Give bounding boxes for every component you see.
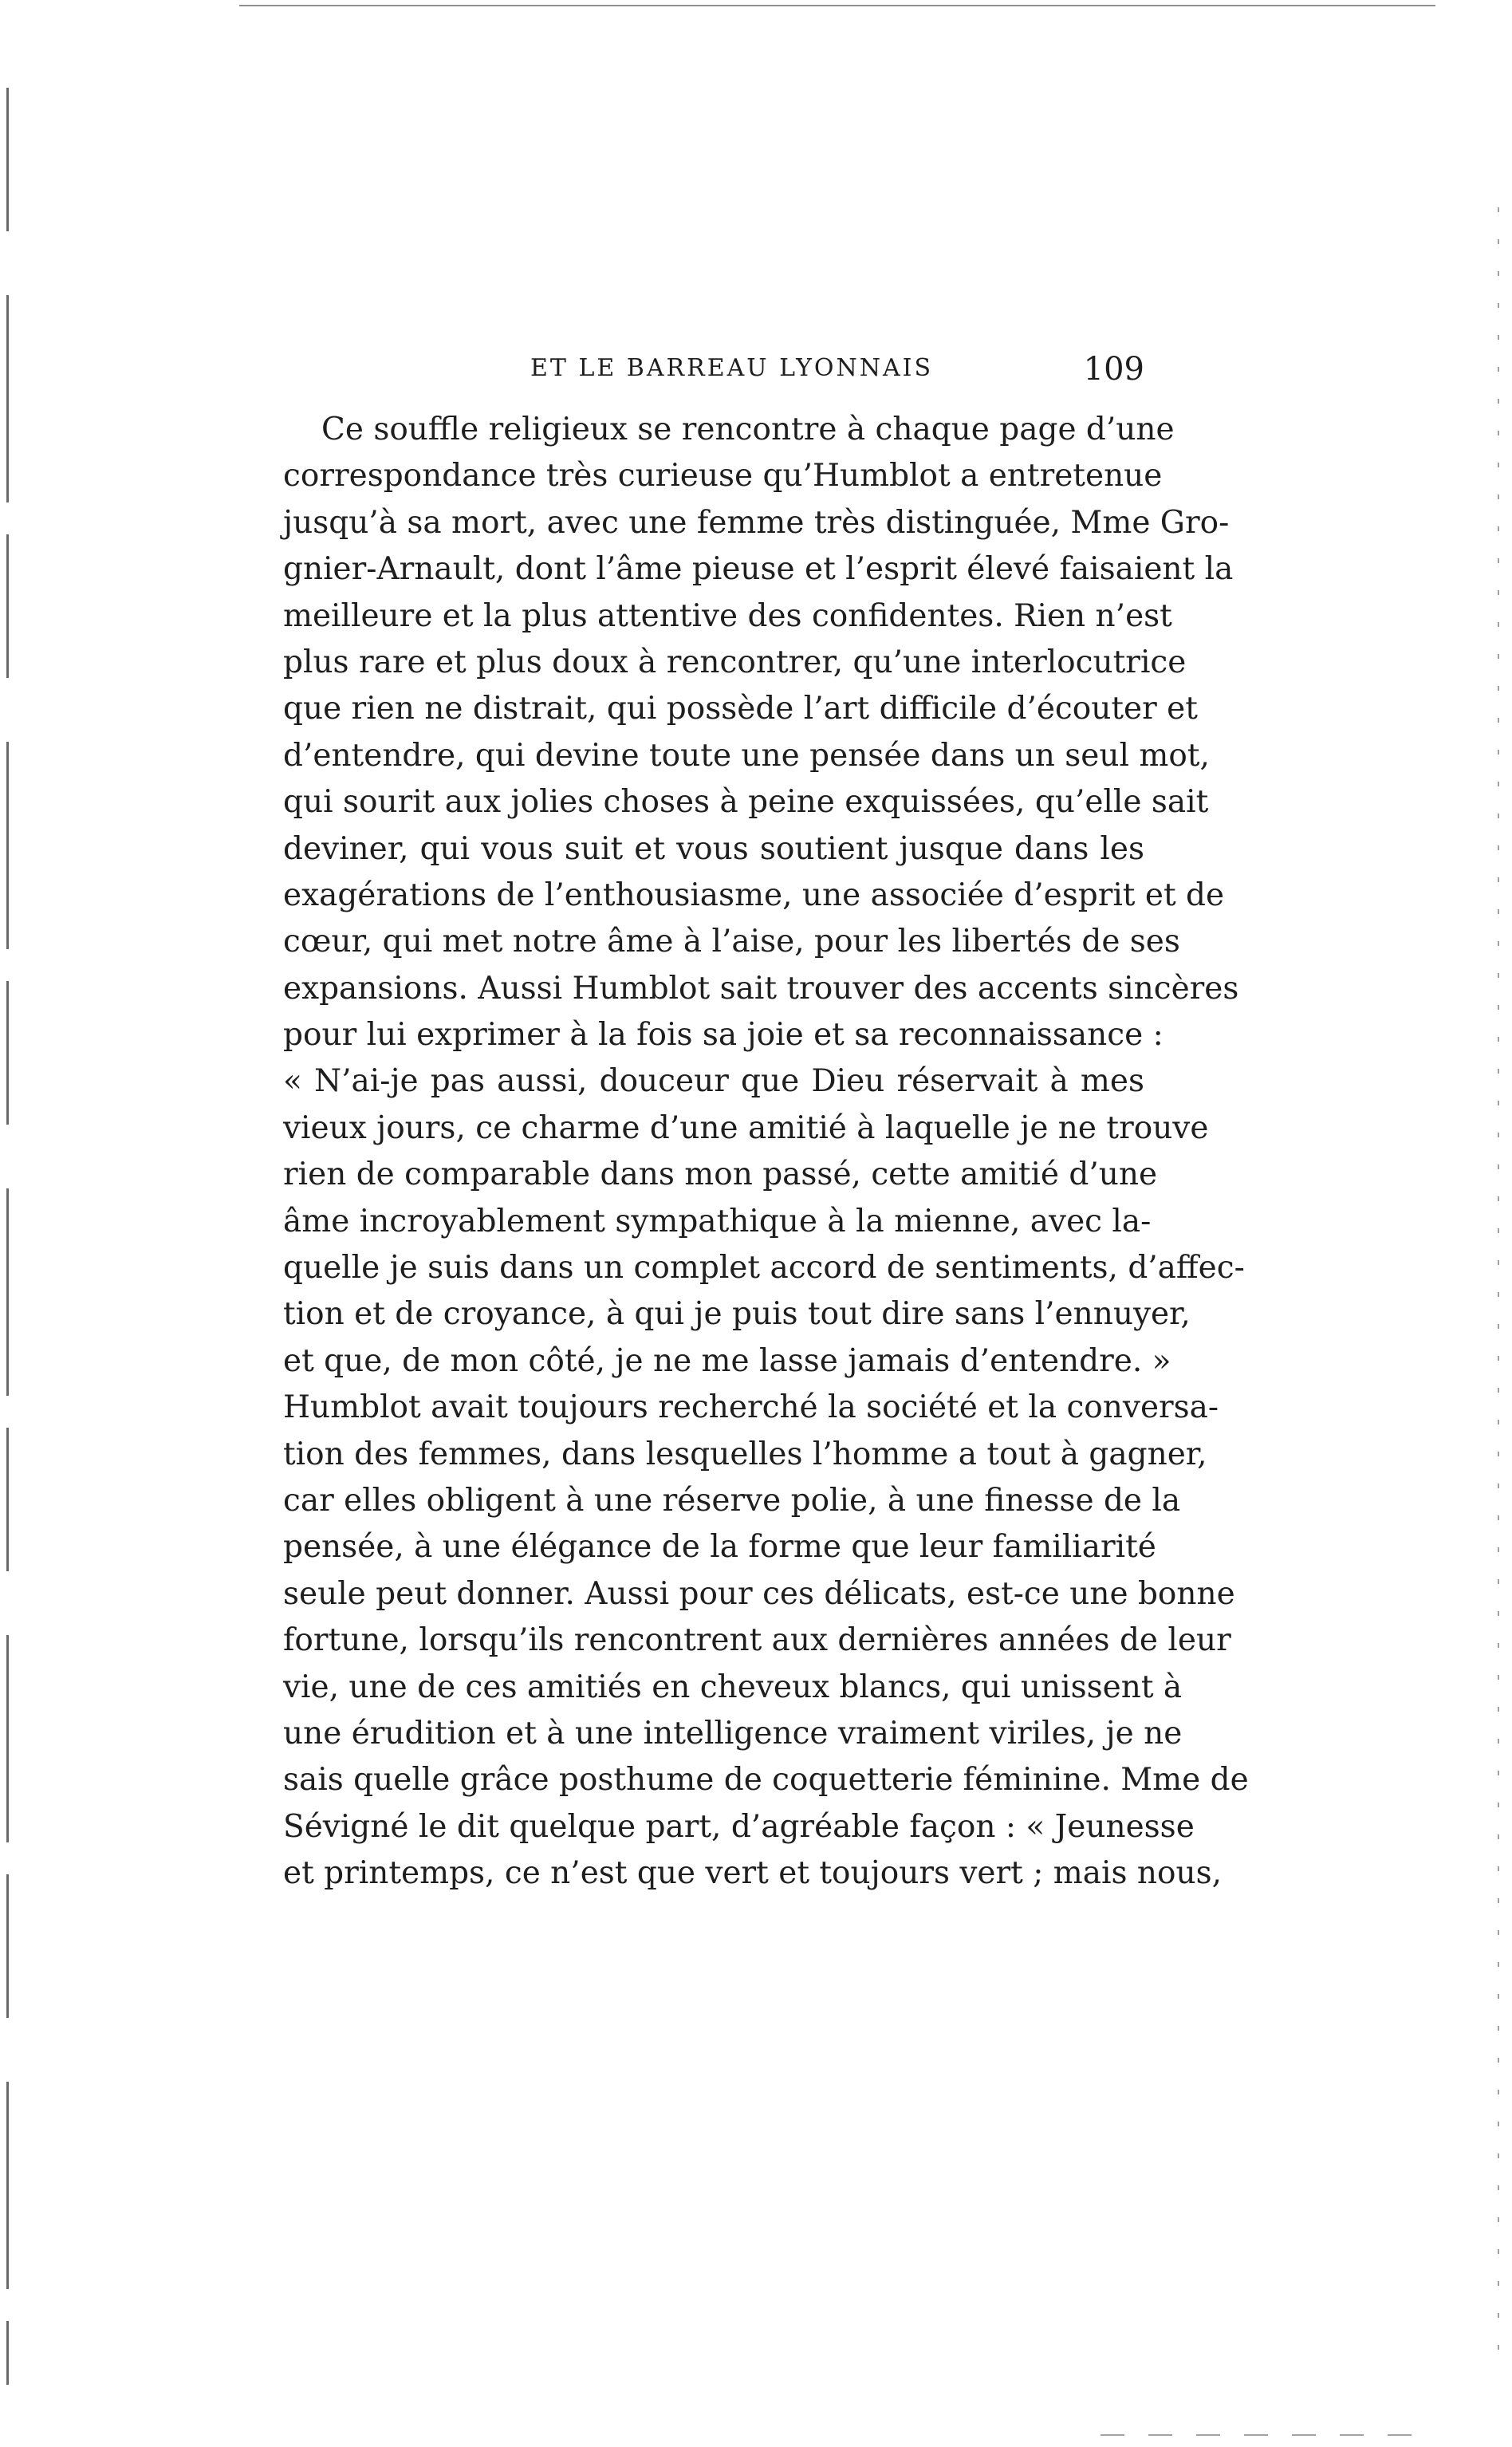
text-line: pensée, à une élégance de la forme que leur familiarité: [283, 1529, 1156, 1566]
text-line: Sévigné le dit quelque part, d’agréable façon : « Jeunesse: [283, 1808, 1195, 1845]
text-line: meilleure et la plus attentive des confidentes. Rien n’est: [283, 597, 1172, 634]
text-line: seule peut donner. Aussi pour ces délicats, est-ce une bonne: [283, 1575, 1235, 1612]
text-line: car elles obligent à une réserve polie, à une finesse de la: [283, 1482, 1181, 1519]
scan-edge-left: [6, 88, 9, 2385]
text-line: vie, une de ces amitiés en cheveux blancs, qui unissent à: [283, 1669, 1183, 1705]
text-line: jusqu’à sa mort, avec une femme très distinguée, Mme Gro-: [283, 504, 1230, 541]
text-line: quelle je suis dans un complet accord de sentiments, d’affec-: [283, 1250, 1245, 1287]
text-line: Humblot avait toujours recherché la société et la conversa-: [283, 1389, 1219, 1426]
scan-edge-right: [1498, 207, 1499, 2361]
text-line: rien de comparable dans mon passé, cette amitié d’une: [283, 1157, 1158, 1193]
text-line: correspondance très curieuse qu’Humblot a entretenue: [283, 458, 1163, 495]
running-head: ET LE BARREAU LYONNAIS: [530, 354, 934, 382]
text-line: d’entendre, qui devine toute une pensée dans un seul mot,: [283, 737, 1210, 774]
text-line: que rien ne distrait, qui possède l’art difficile d’écouter et: [283, 691, 1198, 727]
text-line: et que, de mon côté, je ne me lasse jamais d’entendre. »: [283, 1342, 1171, 1379]
text-line: tion des femmes, dans lesquelles l’homme a tout à gagner,: [283, 1436, 1207, 1472]
text-line: exagérations de l’enthousiasme, une associée d’esprit et de: [283, 877, 1225, 913]
scan-edge-top: [239, 5, 1435, 6]
text-line: âme incroyablement sympathique à la mienne, avec la-: [283, 1203, 1152, 1239]
text-line: fortune, lorsqu’ils rencontrent aux dernières années de leur: [283, 1622, 1231, 1659]
text-line: expansions. Aussi Humblot sait trouver des accents sincères: [283, 970, 1239, 1007]
text-line: cœur, qui met notre âme à l’aise, pour les libertés de ses: [283, 924, 1180, 960]
text-line: pour lui exprimer à la fois sa joie et sa reconnaissance :: [283, 1017, 1164, 1054]
text-line: deviner, qui vous suit et vous soutient jusque dans les: [283, 830, 1144, 867]
text-line: tion et de croyance, à qui je puis tout dire sans l’ennuyer,: [283, 1296, 1191, 1333]
text-line: Ce souffle religieux se rencontre à chaque page d’une: [321, 412, 1175, 447]
text-line: une érudition et à une intelligence vraiment viriles, je ne: [283, 1715, 1183, 1752]
text-line: gnier-Arnault, dont l’âme pieuse et l’esprit élevé faisaient la: [283, 551, 1234, 588]
body-text: [283, 407, 1249, 1897]
text-line: qui sourit aux jolies choses à peine exquissées, qu’elle sait: [283, 784, 1209, 821]
text-line: plus rare et plus doux à rencontrer, qu’une interlocutrice: [283, 644, 1187, 680]
page-number: 109: [1083, 351, 1144, 388]
page-header: [283, 351, 1144, 391]
text-line: et printemps, ce n’est que vert et toujours vert ; mais nous,: [283, 1855, 1223, 1892]
scan-edge-bottom: [1101, 2434, 1435, 2436]
text-line: « N’ai-je pas aussi, douceur que Dieu réservait à mes: [283, 1063, 1144, 1100]
text-line: sais quelle grâce posthume de coquetterie féminine. Mme de: [283, 1762, 1249, 1799]
text-line: vieux jours, ce charme d’une amitié à laquelle je ne trouve: [283, 1109, 1209, 1146]
